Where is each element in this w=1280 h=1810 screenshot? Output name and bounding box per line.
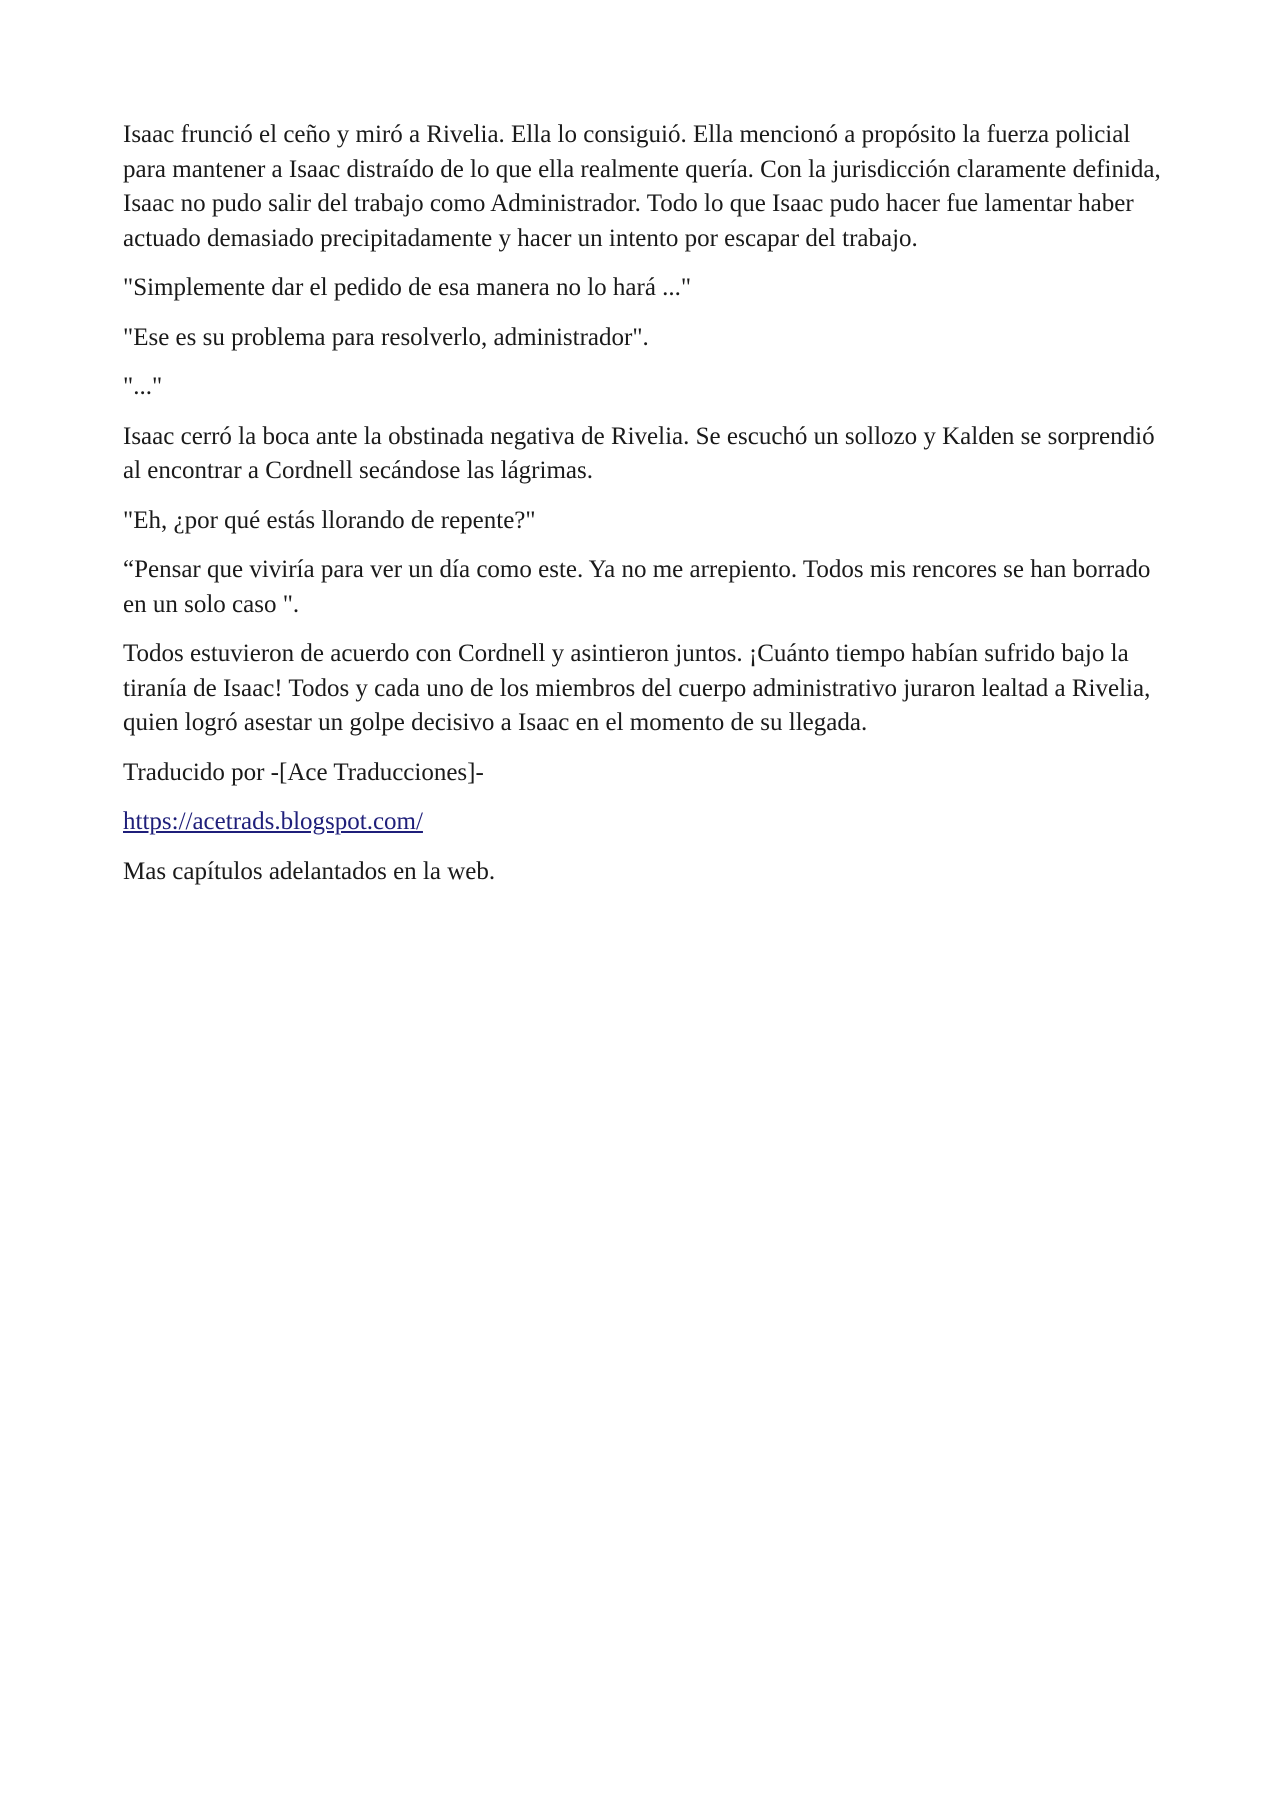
paragraph-7: “Pensar que viviría para ver un día como este. Ya no me arrepiento. Todos mis rencores se han borrado en un solo caso ". [123,556,1151,618]
paragraph-2: "Simplemente dar el pedido de esa manera no lo hará ..." [123,274,692,301]
translator-credit: Traducido por -[Ace Traducciones]- [123,758,484,786]
footer-note: Mas capítulos adelantados en la web. [123,857,496,885]
paragraph-6: "Eh, ¿por qué estás llorando de repente?" [123,506,536,534]
paragraph-3: "Ese es su problema para resolverlo, administrador". [123,323,649,351]
document-body [123,118,1163,904]
paragraph-5: Isaac cerró la boca ante la obstinada negativa de Rivelia. Se escuchó un sollozo y Kalden se sorprendió al encontrar a Cordnell secándose las lágrimas. [123,422,1155,484]
paragraph-1: Isaac frunció el ceño y miró a Rivelia. Ella lo consiguió. Ella mencionó a propósito la fuerza policial para mantener a Isaac distraído de lo que ella realmente quería. Con la jurisdicción claramente definida, Isaac no pudo salir del trabajo como Administrador. Todo lo que Isaac pudo hacer fue lamentar haber actuado demasiado precipitadamente y hacer un intento por escapar del trabajo. [123,121,1161,252]
blog-link[interactable]: https://acetrads.blogspot.com/ [123,808,423,835]
paragraph-8: Todos estuvieron de acuerdo con Cordnell y asintieron juntos. ¡Cuánto tiempo habían sufrido bajo la tiranía de Isaac! Todos y cada uno de los miembros del cuerpo administrativo juraron lealtad a Rivelia, quien logró asestar un golpe decisivo a Isaac en el momento de su llegada. [123,640,1151,736]
paragraph-4: "..." [123,373,163,400]
link-paragraph [123,805,1163,840]
